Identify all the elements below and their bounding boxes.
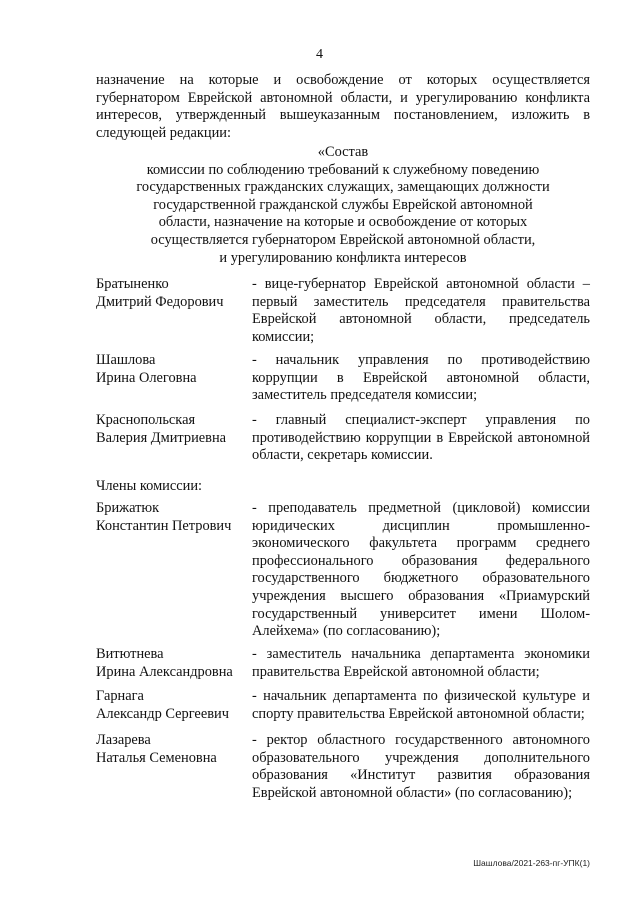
member-role: - вице-губернатор Еврейской автономной области – первый заместитель председателя правительства Еврейской автономной области, председатель комиссии; [252, 276, 590, 345]
member-name [96, 732, 246, 767]
title-line: и урегулированию конфликта интересов [219, 249, 467, 266]
member-name [96, 688, 246, 723]
title-line: комиссии по соблюдению требований к служебному поведению [146, 161, 540, 178]
intro-paragraph: назначение на которые и освобождение от которых осуществляется губернатором Еврейской автономной области, и урегулированию конфликта интересов, утвержденный вышеуказанным постановлением, изложить в следующей редакции: [96, 72, 590, 141]
member-role: - начальник департамента по физической культуре и спорту правительства Еврейской автономной области; [252, 688, 590, 722]
member-given-name: Александр Сергеевич [96, 705, 229, 722]
member-role: - главный специалист-эксперт управления по противодействию коррупции в Еврейской автономной области, секретарь комиссии. [252, 412, 590, 464]
member-surname: Гарнага [96, 688, 144, 704]
members-label: Члены комиссии: [96, 478, 203, 494]
title-line: осуществляется губернатором Еврейской автономной области, [150, 231, 536, 248]
member-role: - ректор областного государственного автономного образовательного учреждения дополнительного образования «Институт развития образования Еврейской автономной области» (по согласованию); [252, 732, 590, 801]
member-name [96, 276, 246, 311]
member-given-name: Ирина Олеговна [96, 369, 197, 386]
member-surname: Витютнева [96, 646, 164, 662]
member-given-name: Валерия Дмитриевна [96, 429, 227, 446]
member-name [96, 646, 246, 681]
member-surname: Краснопольская [96, 412, 196, 428]
member-given-name: Константин Петрович [96, 517, 232, 534]
member-role: - начальник управления по противодействию коррупции в Еврейской автономной области, заместитель председателя комиссии; [252, 352, 590, 404]
member-name [96, 352, 246, 387]
commission-title [96, 144, 590, 267]
member-given-name: Ирина Александровна [96, 663, 233, 680]
member-name [96, 412, 246, 447]
title-line: государственной гражданской службы Еврейской автономной [153, 196, 533, 213]
member-surname: Братыненко [96, 276, 169, 292]
member-surname: Шашлова [96, 352, 156, 368]
title-line: области, назначение на которые и освобождение от которых [158, 214, 528, 231]
member-given-name: Дмитрий Федорович [96, 293, 224, 310]
member-role: - преподаватель предметной (цикловой) комиссии юридических дисциплин промышленно-экономического факультета программ среднего профессионального образования федерального государственного бюджетного образовательного учреждения высшего образования «Приамурский государственный университет имени Шолом-Алейхема» (по согласованию); [252, 500, 590, 640]
member-name [96, 500, 246, 535]
title-line: «Состав [317, 144, 369, 160]
page-number: 4 [316, 47, 323, 62]
member-given-name: Наталья Семеновна [96, 749, 217, 766]
member-surname: Лазарева [96, 732, 151, 748]
document-code: Шашлова/2021-263-пг-УПК(1) [473, 858, 590, 868]
member-surname: Брижатюк [96, 500, 160, 516]
title-line: государственных гражданских служащих, замещающих должности [136, 179, 550, 196]
member-role: - заместитель начальника департамента экономики правительства Еврейской автономной области; [252, 646, 590, 680]
